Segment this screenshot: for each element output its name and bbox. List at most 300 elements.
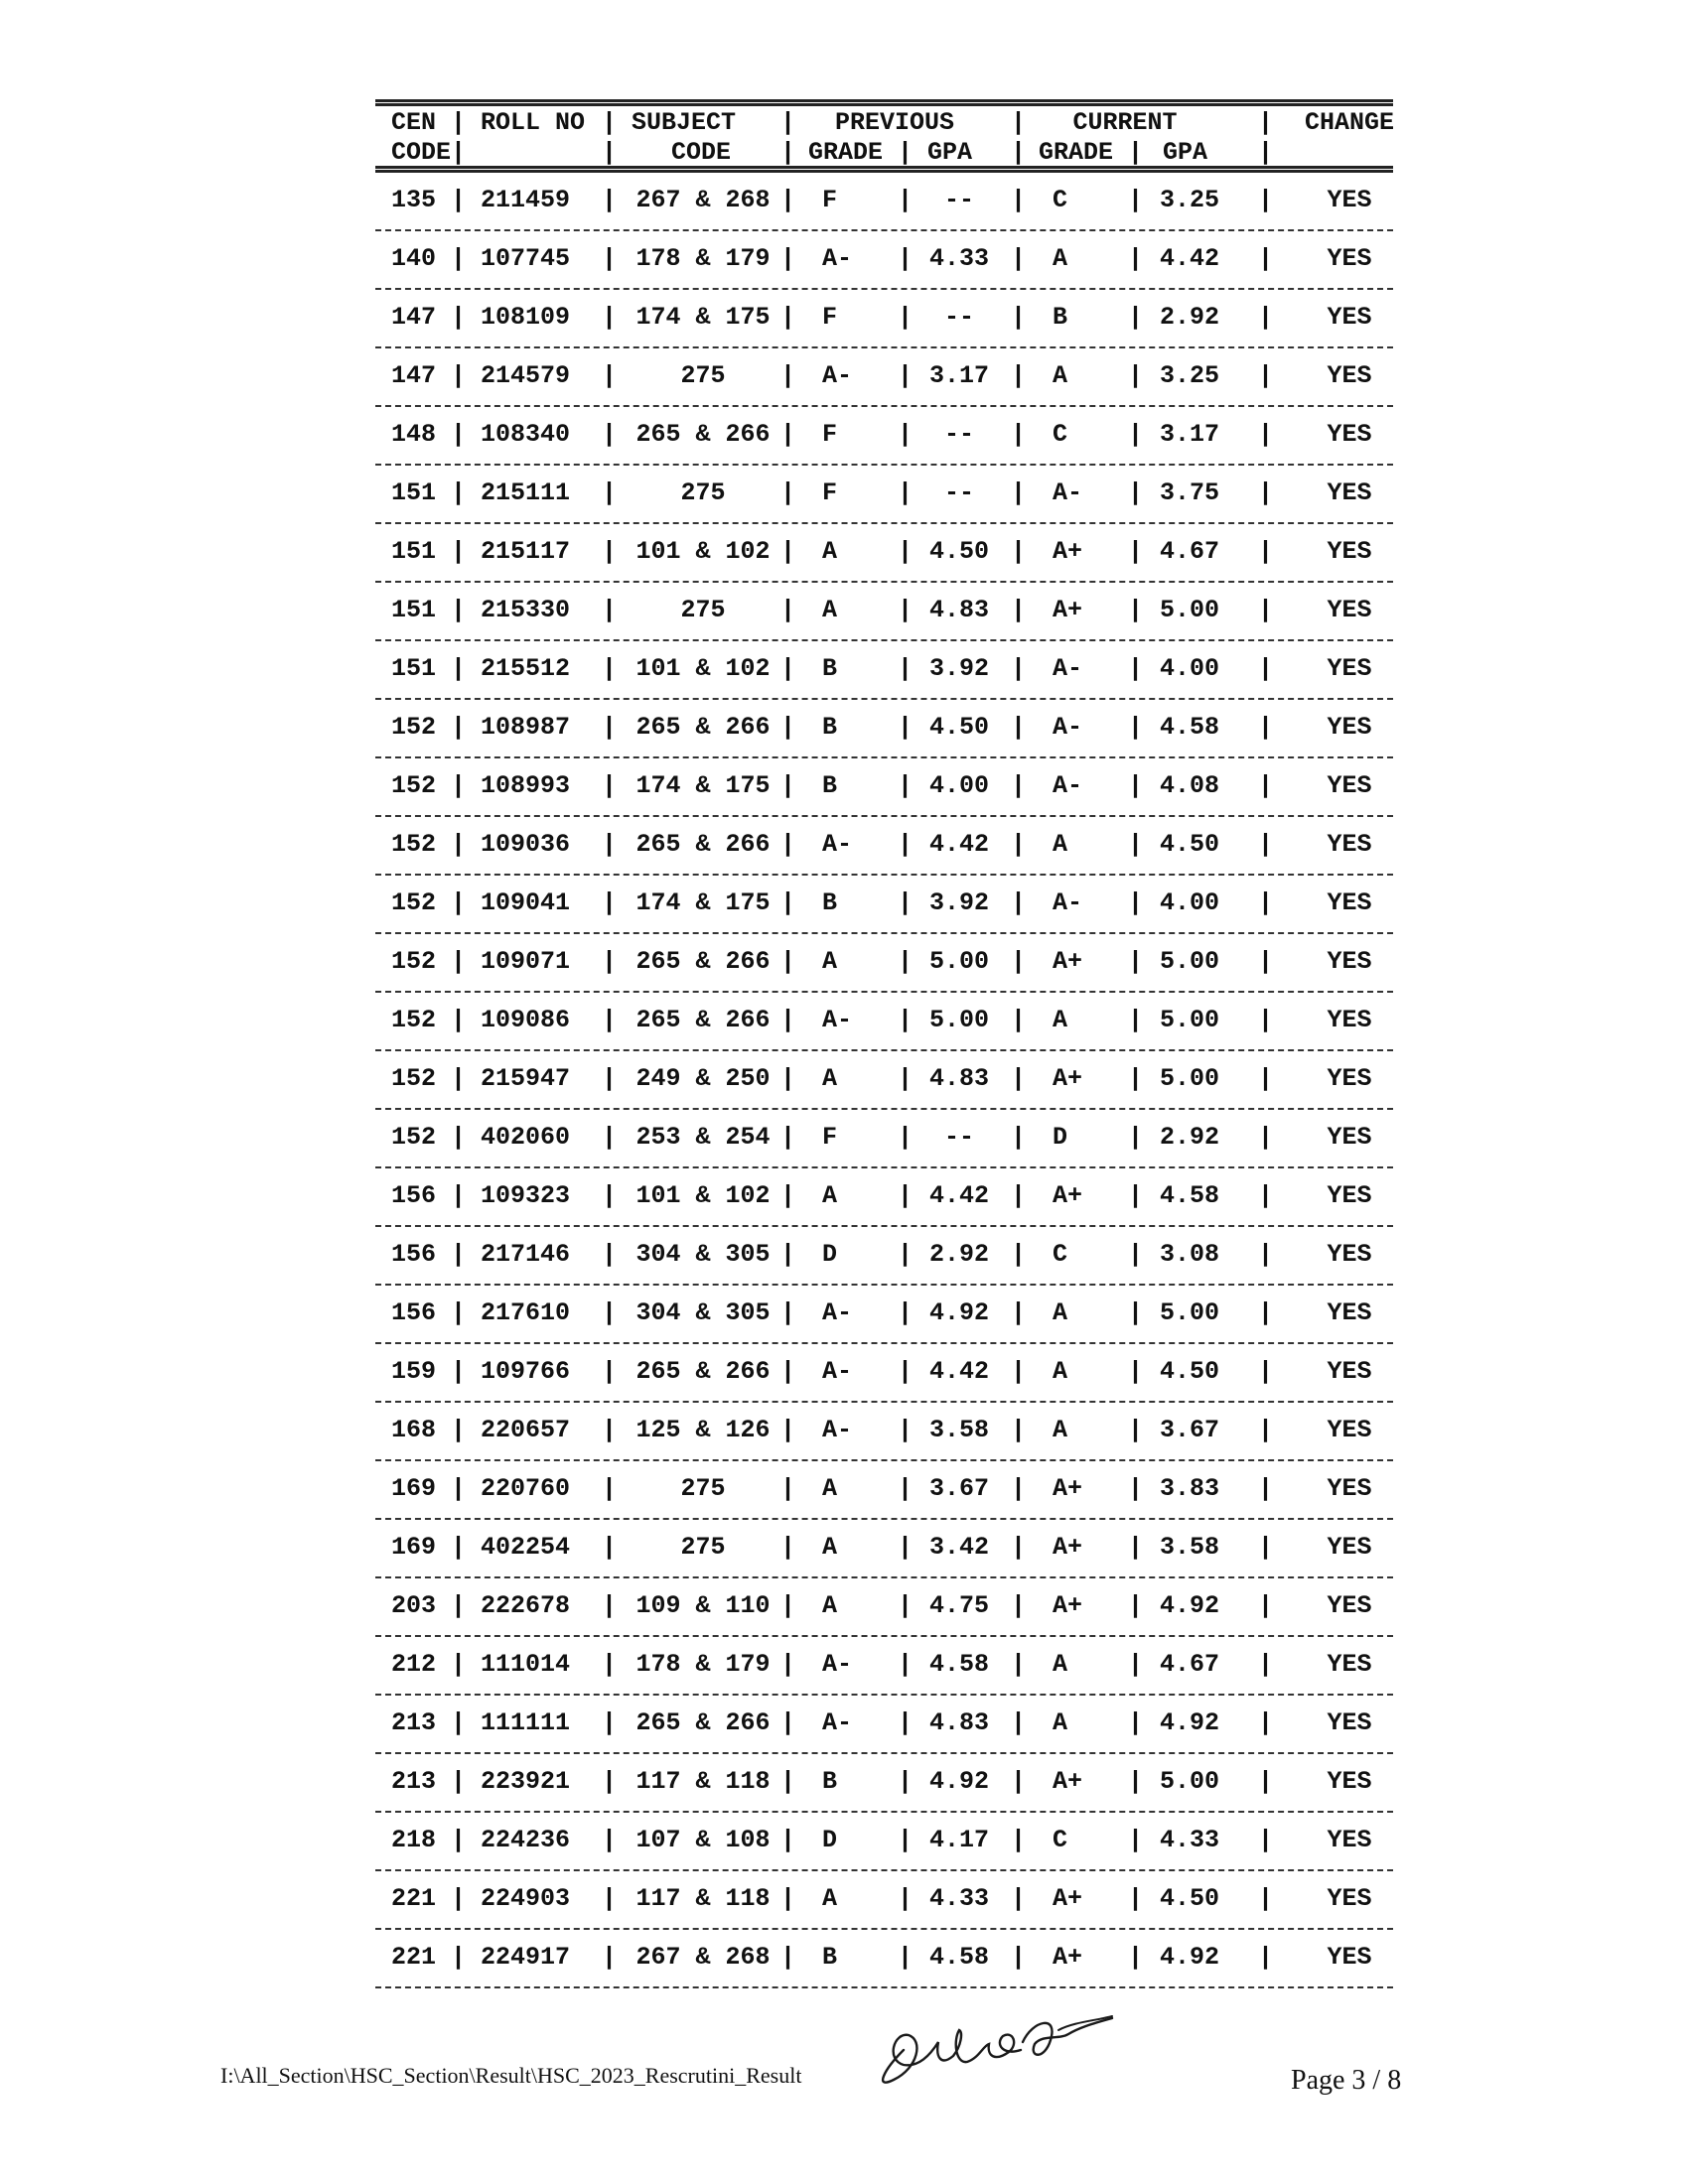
cell-prev-grade: A- bbox=[822, 244, 853, 273]
cell-sep: | bbox=[898, 420, 914, 449]
cell-sep: | bbox=[898, 361, 914, 390]
cell-curr-grade: A bbox=[1053, 361, 1068, 390]
cell-curr-gpa: 4.00 bbox=[1159, 888, 1220, 917]
cell-sep: | bbox=[1011, 830, 1027, 859]
cell-sep: | bbox=[1258, 1123, 1274, 1152]
table-row bbox=[375, 1110, 1393, 1166]
cell-change: YES bbox=[1327, 596, 1372, 624]
cell-sep: | bbox=[602, 1006, 618, 1034]
cell-prev-grade: F bbox=[822, 478, 838, 507]
cell-sep: | bbox=[1011, 654, 1027, 683]
header-row-1 bbox=[375, 106, 1393, 136]
cell-cen-code: 169 bbox=[391, 1474, 437, 1503]
cell-curr-gpa: 3.17 bbox=[1159, 420, 1220, 449]
table-row bbox=[375, 1227, 1393, 1284]
cell-curr-grade: A bbox=[1053, 244, 1068, 273]
table-row bbox=[375, 1168, 1393, 1225]
cell-change: YES bbox=[1327, 830, 1372, 859]
cell-change: YES bbox=[1327, 1884, 1372, 1913]
header-row-2 bbox=[375, 136, 1393, 166]
cell-cen-code: 152 bbox=[391, 947, 437, 976]
cell-sep: | bbox=[898, 1064, 914, 1093]
cell-prev-gpa: 4.83 bbox=[928, 1064, 990, 1093]
cell-curr-gpa: 4.92 bbox=[1159, 1943, 1220, 1972]
cell-sep: | bbox=[1128, 478, 1144, 507]
cell-sep: | bbox=[1128, 1884, 1144, 1913]
cell-prev-grade: D bbox=[822, 1826, 838, 1854]
header-curr-gpa: GPA bbox=[1163, 138, 1208, 167]
cell-sep: | bbox=[602, 1298, 618, 1327]
cell-subject-code: 275 bbox=[680, 478, 726, 507]
cell-roll-no: 109086 bbox=[481, 1006, 571, 1034]
header-roll-no: ROLL NO bbox=[481, 108, 586, 137]
cell-sep: | bbox=[1011, 771, 1027, 800]
cell-sep: | bbox=[451, 1416, 467, 1444]
cell-curr-gpa: 3.58 bbox=[1159, 1533, 1220, 1562]
cell-change: YES bbox=[1327, 1123, 1372, 1152]
cell-curr-grade: A bbox=[1053, 1357, 1068, 1386]
cell-sep: | bbox=[1258, 420, 1274, 449]
cell-curr-gpa: 3.67 bbox=[1159, 1416, 1220, 1444]
cell-prev-grade: A bbox=[822, 1474, 838, 1503]
cell-cen-code: 151 bbox=[391, 654, 437, 683]
cell-prev-grade: B bbox=[822, 771, 838, 800]
cell-change: YES bbox=[1327, 361, 1372, 390]
cell-prev-gpa: -- bbox=[943, 303, 975, 332]
cell-sep: | bbox=[602, 1240, 618, 1269]
cell-change: YES bbox=[1327, 1240, 1372, 1269]
cell-sep: | bbox=[780, 1064, 796, 1093]
table-row bbox=[375, 231, 1393, 288]
cell-sep: | bbox=[1128, 244, 1144, 273]
cell-prev-grade: B bbox=[822, 654, 838, 683]
cell-sep: | bbox=[1258, 186, 1274, 214]
cell-sep: | bbox=[1128, 303, 1144, 332]
cell-change: YES bbox=[1327, 244, 1372, 273]
cell-cen-code: 151 bbox=[391, 478, 437, 507]
cell-sep: | bbox=[602, 186, 618, 214]
cell-change: YES bbox=[1327, 771, 1372, 800]
cell-prev-gpa: 4.92 bbox=[928, 1298, 990, 1327]
cell-prev-grade: A- bbox=[822, 1357, 853, 1386]
cell-prev-gpa: 4.83 bbox=[928, 1708, 990, 1737]
cell-sep: | bbox=[451, 1006, 467, 1034]
cell-sep: | bbox=[898, 1591, 914, 1620]
header-cen: CEN bbox=[391, 108, 437, 137]
cell-cen-code: 147 bbox=[391, 303, 437, 332]
cell-sep: | bbox=[602, 478, 618, 507]
cell-roll-no: 108987 bbox=[481, 713, 571, 742]
cell-sep: | bbox=[898, 1708, 914, 1737]
cell-curr-gpa: 3.75 bbox=[1159, 478, 1220, 507]
cell-prev-gpa: 3.58 bbox=[928, 1416, 990, 1444]
table-row bbox=[375, 758, 1393, 815]
cell-roll-no: 109036 bbox=[481, 830, 571, 859]
cell-curr-grade: A bbox=[1053, 1708, 1068, 1737]
cell-change: YES bbox=[1327, 1943, 1372, 1972]
cell-roll-no: 109323 bbox=[481, 1181, 571, 1210]
cell-roll-no: 109071 bbox=[481, 947, 571, 976]
cell-sep: | bbox=[898, 1181, 914, 1210]
header-curr-grade: GRADE bbox=[1039, 138, 1114, 167]
table-row bbox=[375, 1344, 1393, 1401]
cell-sep: | bbox=[898, 244, 914, 273]
cell-roll-no: 107745 bbox=[481, 244, 571, 273]
cell-sep: | bbox=[780, 537, 796, 566]
cell-prev-gpa: -- bbox=[943, 186, 975, 214]
cell-sep: | bbox=[1128, 1416, 1144, 1444]
cell-cen-code: 152 bbox=[391, 1123, 437, 1152]
cell-curr-grade: D bbox=[1053, 1123, 1068, 1152]
cell-sep: | bbox=[1128, 1181, 1144, 1210]
cell-sep: | bbox=[602, 654, 618, 683]
cell-sep: | bbox=[780, 1826, 796, 1854]
cell-sep: | bbox=[1258, 303, 1274, 332]
cell-prev-grade: B bbox=[822, 1767, 838, 1796]
cell-curr-gpa: 5.00 bbox=[1159, 947, 1220, 976]
cell-curr-grade: A bbox=[1053, 1416, 1068, 1444]
table-row bbox=[375, 934, 1393, 991]
cell-sep: | bbox=[1011, 244, 1027, 273]
cell-curr-grade: A+ bbox=[1053, 596, 1083, 624]
cell-sep: | bbox=[602, 244, 618, 273]
cell-prev-grade: F bbox=[822, 1123, 838, 1152]
cell-sep: | bbox=[451, 1650, 467, 1679]
cell-curr-grade: A+ bbox=[1053, 1884, 1083, 1913]
cell-sep: | bbox=[602, 361, 618, 390]
cell-sep: | bbox=[451, 1943, 467, 1972]
cell-sep: | bbox=[1128, 537, 1144, 566]
cell-sep: | bbox=[1258, 1884, 1274, 1913]
header-sep: | bbox=[602, 108, 618, 137]
cell-sep: | bbox=[1258, 1357, 1274, 1386]
cell-sep: | bbox=[602, 537, 618, 566]
cell-subject-code: 117 & 118 bbox=[635, 1884, 771, 1913]
table-row bbox=[375, 1403, 1393, 1459]
cell-change: YES bbox=[1327, 654, 1372, 683]
cell-sep: | bbox=[1258, 537, 1274, 566]
cell-sep: | bbox=[451, 186, 467, 214]
table-row bbox=[375, 1286, 1393, 1342]
cell-prev-gpa: 4.50 bbox=[928, 537, 990, 566]
cell-sep: | bbox=[451, 244, 467, 273]
table-row bbox=[375, 1637, 1393, 1694]
cell-change: YES bbox=[1327, 303, 1372, 332]
cell-roll-no: 215330 bbox=[481, 596, 571, 624]
cell-sep: | bbox=[1011, 596, 1027, 624]
cell-cen-code: 169 bbox=[391, 1533, 437, 1562]
cell-sep: | bbox=[1258, 947, 1274, 976]
cell-cen-code: 221 bbox=[391, 1884, 437, 1913]
cell-roll-no: 224903 bbox=[481, 1884, 571, 1913]
cell-sep: | bbox=[602, 1064, 618, 1093]
cell-change: YES bbox=[1327, 478, 1372, 507]
cell-curr-grade: A- bbox=[1053, 713, 1083, 742]
cell-sep: | bbox=[1258, 1181, 1274, 1210]
cell-sep: | bbox=[898, 830, 914, 859]
cell-change: YES bbox=[1327, 888, 1372, 917]
header-previous: PREVIOUS bbox=[834, 108, 955, 137]
header-sep: | bbox=[898, 138, 914, 167]
cell-sep: | bbox=[780, 1591, 796, 1620]
cell-sep: | bbox=[780, 420, 796, 449]
cell-sep: | bbox=[780, 1298, 796, 1327]
cell-roll-no: 220657 bbox=[481, 1416, 571, 1444]
cell-curr-grade: A- bbox=[1053, 771, 1083, 800]
cell-prev-grade: B bbox=[822, 888, 838, 917]
cell-sep: | bbox=[898, 303, 914, 332]
cell-sep: | bbox=[898, 596, 914, 624]
cell-subject-code: 265 & 266 bbox=[635, 1708, 771, 1737]
cell-sep: | bbox=[780, 478, 796, 507]
cell-sep: | bbox=[602, 1181, 618, 1210]
cell-sep: | bbox=[1011, 1943, 1027, 1972]
cell-sep: | bbox=[780, 654, 796, 683]
cell-sep: | bbox=[780, 244, 796, 273]
cell-subject-code: 125 & 126 bbox=[635, 1416, 771, 1444]
cell-curr-grade: C bbox=[1053, 186, 1068, 214]
cell-curr-grade: A bbox=[1053, 830, 1068, 859]
cell-change: YES bbox=[1327, 1416, 1372, 1444]
cell-prev-grade: A- bbox=[822, 1298, 853, 1327]
cell-roll-no: 222678 bbox=[481, 1591, 571, 1620]
cell-sep: | bbox=[1258, 1943, 1274, 1972]
cell-sep: | bbox=[898, 1474, 914, 1503]
cell-prev-gpa: 4.58 bbox=[928, 1650, 990, 1679]
cell-sep: | bbox=[451, 1767, 467, 1796]
cell-prev-grade: A bbox=[822, 1181, 838, 1210]
cell-sep: | bbox=[451, 361, 467, 390]
cell-change: YES bbox=[1327, 947, 1372, 976]
header-subject-code: CODE bbox=[670, 138, 732, 167]
cell-sep: | bbox=[602, 1943, 618, 1972]
cell-curr-gpa: 4.67 bbox=[1159, 1650, 1220, 1679]
cell-subject-code: 253 & 254 bbox=[635, 1123, 771, 1152]
cell-sep: | bbox=[1011, 186, 1027, 214]
cell-subject-code: 265 & 266 bbox=[635, 420, 771, 449]
cell-cen-code: 148 bbox=[391, 420, 437, 449]
cell-sep: | bbox=[1011, 1474, 1027, 1503]
cell-sep: | bbox=[780, 1416, 796, 1444]
cell-sep: | bbox=[1128, 947, 1144, 976]
cell-sep: | bbox=[780, 361, 796, 390]
cell-sep: | bbox=[1258, 1826, 1274, 1854]
cell-prev-gpa: -- bbox=[943, 1123, 975, 1152]
table-row bbox=[375, 407, 1393, 464]
cell-sep: | bbox=[1128, 830, 1144, 859]
cell-roll-no: 214579 bbox=[481, 361, 571, 390]
cell-roll-no: 215947 bbox=[481, 1064, 571, 1093]
cell-sep: | bbox=[898, 947, 914, 976]
cell-curr-grade: C bbox=[1053, 1826, 1068, 1854]
cell-prev-gpa: 4.83 bbox=[928, 596, 990, 624]
cell-sep: | bbox=[1128, 1064, 1144, 1093]
cell-curr-gpa: 4.92 bbox=[1159, 1591, 1220, 1620]
cell-sep: | bbox=[898, 1943, 914, 1972]
cell-curr-gpa: 5.00 bbox=[1159, 596, 1220, 624]
cell-sep: | bbox=[451, 1474, 467, 1503]
cell-curr-gpa: 4.50 bbox=[1159, 1357, 1220, 1386]
table-row bbox=[375, 466, 1393, 522]
cell-sep: | bbox=[780, 1357, 796, 1386]
cell-sep: | bbox=[602, 830, 618, 859]
cell-roll-no: 109041 bbox=[481, 888, 571, 917]
header-bottom-rule bbox=[375, 166, 1393, 173]
cell-sep: | bbox=[898, 1357, 914, 1386]
cell-sep: | bbox=[1258, 1006, 1274, 1034]
cell-sep: | bbox=[602, 947, 618, 976]
cell-curr-grade: A- bbox=[1053, 654, 1083, 683]
cell-roll-no: 108109 bbox=[481, 303, 571, 332]
cell-subject-code: 275 bbox=[680, 1474, 726, 1503]
cell-sep: | bbox=[1128, 420, 1144, 449]
cell-prev-gpa: 3.17 bbox=[928, 361, 990, 390]
cell-sep: | bbox=[602, 1474, 618, 1503]
cell-sep: | bbox=[451, 478, 467, 507]
cell-sep: | bbox=[1258, 1708, 1274, 1737]
cell-sep: | bbox=[1011, 713, 1027, 742]
header-sep: | bbox=[1258, 138, 1274, 167]
cell-sep: | bbox=[451, 1064, 467, 1093]
cell-sep: | bbox=[1011, 1064, 1027, 1093]
cell-sep: | bbox=[451, 1884, 467, 1913]
cell-prev-gpa: 3.42 bbox=[928, 1533, 990, 1562]
cell-sep: | bbox=[780, 303, 796, 332]
cell-prev-grade: A- bbox=[822, 361, 853, 390]
cell-curr-gpa: 5.00 bbox=[1159, 1298, 1220, 1327]
cell-sep: | bbox=[780, 830, 796, 859]
cell-sep: | bbox=[1128, 1123, 1144, 1152]
cell-sep: | bbox=[1258, 1416, 1274, 1444]
table-row bbox=[375, 348, 1393, 405]
cell-sep: | bbox=[898, 1767, 914, 1796]
cell-prev-grade: A bbox=[822, 1884, 838, 1913]
cell-change: YES bbox=[1327, 1708, 1372, 1737]
cell-change: YES bbox=[1327, 1357, 1372, 1386]
cell-cen-code: 151 bbox=[391, 596, 437, 624]
cell-sep: | bbox=[1128, 1006, 1144, 1034]
cell-curr-grade: A+ bbox=[1053, 1767, 1083, 1796]
cell-sep: | bbox=[1258, 888, 1274, 917]
cell-sep: | bbox=[780, 1474, 796, 1503]
cell-prev-gpa: 4.33 bbox=[928, 1884, 990, 1913]
cell-sep: | bbox=[1011, 1826, 1027, 1854]
cell-cen-code: 152 bbox=[391, 830, 437, 859]
cell-sep: | bbox=[451, 1123, 467, 1152]
cell-subject-code: 178 & 179 bbox=[635, 244, 771, 273]
cell-subject-code: 265 & 266 bbox=[635, 713, 771, 742]
cell-sep: | bbox=[1011, 478, 1027, 507]
cell-sep: | bbox=[1258, 361, 1274, 390]
cell-curr-grade: A bbox=[1053, 1298, 1068, 1327]
cell-prev-gpa: 4.58 bbox=[928, 1943, 990, 1972]
cell-roll-no: 217610 bbox=[481, 1298, 571, 1327]
cell-subject-code: 275 bbox=[680, 361, 726, 390]
cell-cen-code: 212 bbox=[391, 1650, 437, 1679]
cell-sep: | bbox=[602, 1884, 618, 1913]
cell-sep: | bbox=[780, 1884, 796, 1913]
cell-prev-gpa: 4.33 bbox=[928, 244, 990, 273]
cell-roll-no: 111111 bbox=[481, 1708, 571, 1737]
cell-prev-grade: A- bbox=[822, 830, 853, 859]
cell-roll-no: 220760 bbox=[481, 1474, 571, 1503]
cell-sep: | bbox=[451, 947, 467, 976]
cell-subject-code: 267 & 268 bbox=[635, 186, 771, 214]
header-sep: | bbox=[1011, 138, 1027, 167]
cell-sep: | bbox=[1258, 1533, 1274, 1562]
cell-sep: | bbox=[780, 713, 796, 742]
cell-prev-gpa: 4.75 bbox=[928, 1591, 990, 1620]
cell-prev-gpa: 3.92 bbox=[928, 888, 990, 917]
cell-subject-code: 101 & 102 bbox=[635, 654, 771, 683]
cell-sep: | bbox=[1011, 303, 1027, 332]
header-prev-gpa: GPA bbox=[927, 138, 973, 167]
cell-sep: | bbox=[780, 1006, 796, 1034]
cell-curr-grade: A- bbox=[1053, 888, 1083, 917]
cell-sep: | bbox=[602, 888, 618, 917]
cell-sep: | bbox=[780, 1767, 796, 1796]
header-sep: | bbox=[780, 138, 796, 167]
cell-prev-grade: F bbox=[822, 303, 838, 332]
cell-roll-no: 111014 bbox=[481, 1650, 571, 1679]
cell-prev-gpa: 3.67 bbox=[928, 1474, 990, 1503]
cell-curr-gpa: 4.08 bbox=[1159, 771, 1220, 800]
cell-subject-code: 265 & 266 bbox=[635, 1006, 771, 1034]
cell-sep: | bbox=[451, 888, 467, 917]
cell-sep: | bbox=[1258, 713, 1274, 742]
cell-subject-code: 265 & 266 bbox=[635, 1357, 771, 1386]
cell-sep: | bbox=[451, 1181, 467, 1210]
cell-sep: | bbox=[780, 771, 796, 800]
cell-prev-grade: A bbox=[822, 947, 838, 976]
cell-curr-gpa: 4.50 bbox=[1159, 830, 1220, 859]
cell-sep: | bbox=[780, 1650, 796, 1679]
cell-sep: | bbox=[602, 303, 618, 332]
header-sep: | bbox=[451, 108, 467, 137]
cell-change: YES bbox=[1327, 1767, 1372, 1796]
cell-sep: | bbox=[898, 1240, 914, 1269]
cell-curr-grade: B bbox=[1053, 303, 1068, 332]
cell-subject-code: 109 & 110 bbox=[635, 1591, 771, 1620]
cell-curr-gpa: 4.42 bbox=[1159, 244, 1220, 273]
cell-sep: | bbox=[1258, 1298, 1274, 1327]
cell-sep: | bbox=[602, 1357, 618, 1386]
cell-curr-grade: A+ bbox=[1053, 1943, 1083, 1972]
cell-curr-gpa: 4.33 bbox=[1159, 1826, 1220, 1854]
cell-subject-code: 304 & 305 bbox=[635, 1240, 771, 1269]
cell-sep: | bbox=[780, 1708, 796, 1737]
cell-change: YES bbox=[1327, 1533, 1372, 1562]
cell-cen-code: 213 bbox=[391, 1767, 437, 1796]
cell-curr-gpa: 4.50 bbox=[1159, 1884, 1220, 1913]
cell-sep: | bbox=[780, 1123, 796, 1152]
table-row bbox=[375, 1871, 1393, 1928]
cell-sep: | bbox=[1011, 1708, 1027, 1737]
cell-cen-code: 152 bbox=[391, 771, 437, 800]
cell-sep: | bbox=[602, 771, 618, 800]
cell-change: YES bbox=[1327, 1650, 1372, 1679]
cell-sep: | bbox=[1258, 1591, 1274, 1620]
cell-sep: | bbox=[1011, 1298, 1027, 1327]
cell-sep: | bbox=[602, 1123, 618, 1152]
cell-curr-grade: A+ bbox=[1053, 1474, 1083, 1503]
cell-sep: | bbox=[451, 1240, 467, 1269]
cell-curr-grade: A+ bbox=[1053, 947, 1083, 976]
header-sep: | bbox=[1128, 138, 1144, 167]
table-row bbox=[375, 1520, 1393, 1576]
cell-prev-gpa: 4.17 bbox=[928, 1826, 990, 1854]
cell-prev-gpa: 4.92 bbox=[928, 1767, 990, 1796]
